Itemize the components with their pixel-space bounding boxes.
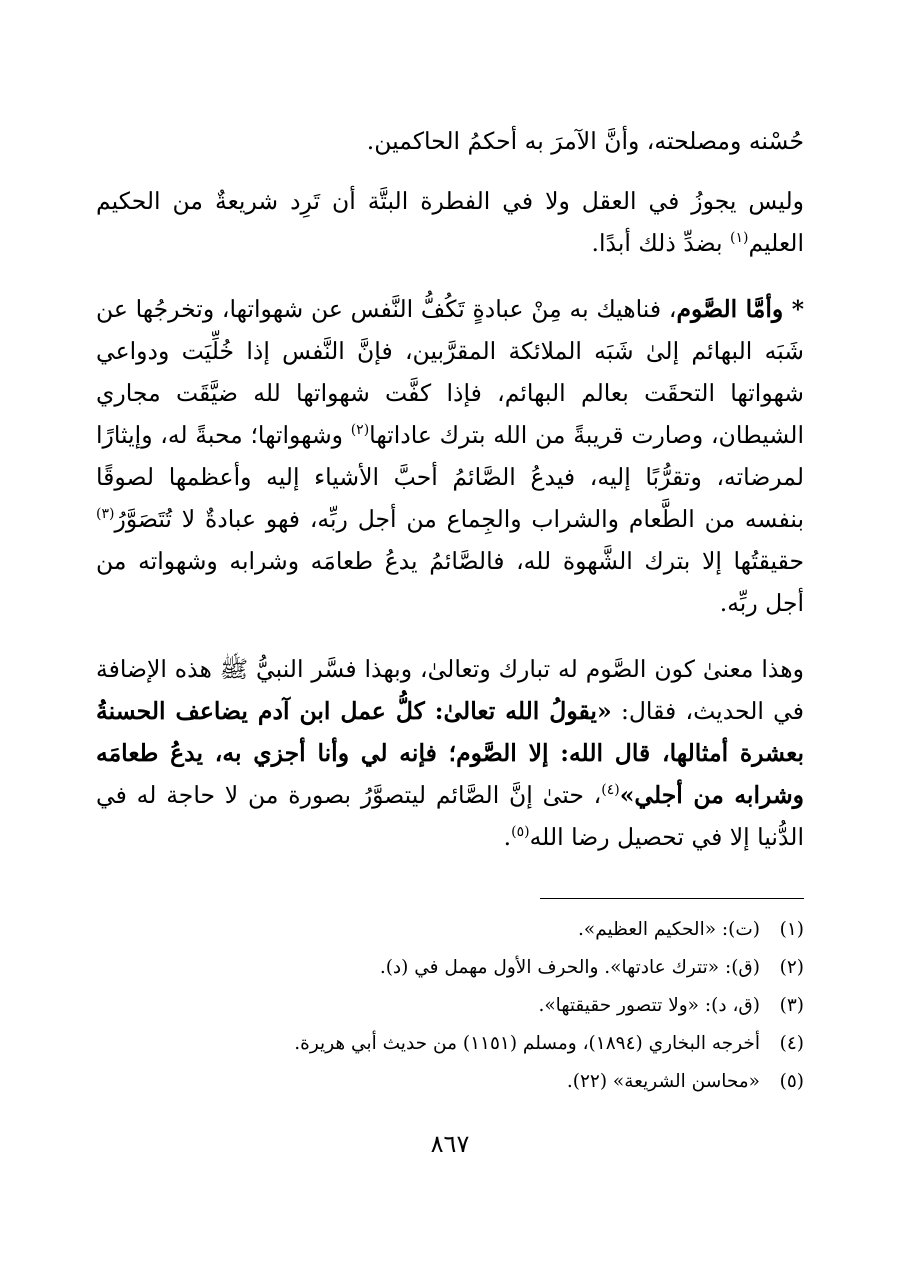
paragraph-3 (96, 288, 804, 624)
page-number: ٨٦٧ (430, 1130, 470, 1158)
section-star-marker: * (783, 295, 804, 323)
footnote-number: (٤) (779, 1033, 804, 1054)
footnote-item (96, 987, 804, 1025)
main-text (96, 120, 804, 858)
footnote-item (96, 911, 804, 949)
footnote-ref-5: (٥) (511, 824, 530, 841)
footnote-number: (١) (779, 919, 804, 940)
paragraph-3-text-b: وشهواتها؛ محبةً له، وإيثارًا لمرضاته، وتقرُّبًا إليه، فيدعُ الصَّائمُ أحبَّ الأشياء إليه وأعظمها لصوقًا بنفسه من الطَّعام والشراب والجِماع من أجل ربِّه، فهو عبادةٌ لا تُتَصَوَّرُ (96, 421, 804, 533)
footnote-text: (ق): «تترك عادتها». والحرف الأول مهمل في (د). (379, 957, 760, 978)
footnote-text: «محاسن الشريعة» (٢٢). (566, 1071, 760, 1092)
footnote-item (96, 949, 804, 987)
footnote-separator (540, 898, 804, 899)
footnotes (96, 911, 804, 1101)
footnote-number: (٣) (779, 995, 804, 1016)
paragraph-3-text-c: حقيقتُها إلا بترك الشَّهوة لله، فالصَّائمُ يدعُ طعامَه وشرابه وشهواته من أجل ربِّه. (96, 547, 804, 617)
paragraph-4 (96, 648, 804, 858)
paragraph-1-text: حُسْنه ومصلحته، وأنَّ الآمرَ به أحكمُ الحاكمين. (366, 127, 804, 155)
hadith-quote: «يقولُ الله تعالىٰ: كلُّ عمل ابن آدم يضاعف الحسنةُ بعشرة أمثالها، قال الله: إلا الصَّوم؛ فإنه لي وأنا أجزي به، يدعُ طعامَه وشرابه من أجلي» (96, 697, 804, 809)
footnote-ref-1: (١) (729, 230, 749, 247)
section-heading-fasting: وأمَّا الصَّوم (676, 295, 784, 323)
footnote-ref-2: (٢) (350, 422, 370, 439)
paragraph-4-text-b: ، حتىٰ إنَّ الصَّائم ليتصوَّرُ بصورة من لا حاجة له في الدُّنيا إلا في تحصيل رضا الله (96, 781, 804, 851)
paragraph-3-text-a: ، فناهيك به مِنْ عبادةٍ تَكُفُّ النَّفس عن شهواتها، وتخرجُها عن شَبَه البهائم إلىٰ شَبَه الملائكة المقرَّبين، فإنَّ النَّفس إذا خُلِّيَت ودواعي شهواتها التحقَت بعالم البهائم، فإذا كفَّت شهواتها لله ضيَّقَت مجاري الشيطان، وصارت قريبةً من الله بترك عاداتها (96, 295, 804, 449)
paragraph-4-text-a: وهذا معنىٰ كون الصَّوم له تبارك وتعالىٰ، وبهذا فسَّر النبيُّ ﷺ هذه الإضافة في الحديث، فقال: (96, 655, 804, 725)
footnote-item (96, 1063, 804, 1101)
footnote-text: (ق، د): «ولا تتصور حقيقتها». (538, 995, 760, 1016)
footnote-text: أخرجه البخاري (١٨٩٤)، ومسلم (١١٥١) من حديث أبي هريرة. (294, 1033, 760, 1054)
footnote-number: (٢) (779, 957, 804, 978)
paragraph-1 (96, 120, 804, 162)
paragraph-2-text-a: وليس يجوزُ في العقل ولا في الفطرة البتَّة أن تَرِد شريعةٌ من الحكيم العليم (96, 187, 804, 257)
footnote-number: (٥) (779, 1071, 804, 1092)
footnote-item (96, 1025, 804, 1063)
paragraph-2 (96, 180, 804, 264)
footnote-ref-3: (٣) (96, 506, 115, 523)
footnote-ref-4: (٤) (601, 782, 620, 799)
footnote-text: (ت): «الحكيم العظيم». (578, 919, 760, 940)
paragraph-4-text-c: . (503, 823, 512, 851)
paragraph-2-text-b: بضدِّ ذلك أبدًا. (591, 229, 730, 257)
